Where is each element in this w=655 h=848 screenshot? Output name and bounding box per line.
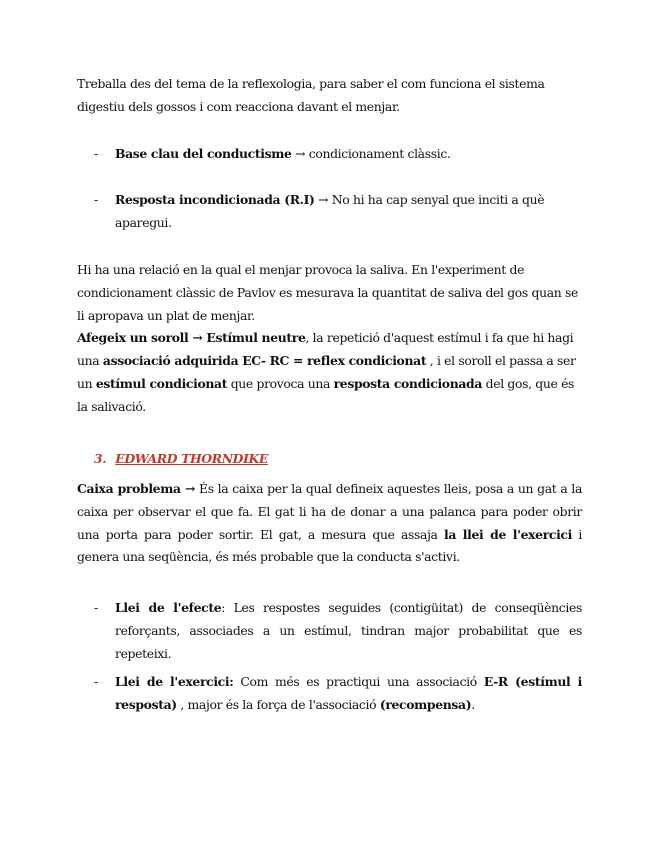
- bullet-bold-2: E-R (estímul i resposta): [115, 674, 583, 712]
- pavlov-text-5: del gos, que és la salivació.: [77, 375, 575, 414]
- bullet-label: Resposta incondicionada (R.I): [115, 192, 315, 207]
- bullet-llei-efecte: [77, 597, 582, 665]
- bullet-text: → No hi ha cap senyal que inciti a què aparegui.: [115, 192, 545, 230]
- bullet-label: Base clau del conductisme: [115, 146, 292, 161]
- caixa-bold-2: la llei de l'exercici: [444, 526, 572, 542]
- bullet-text: : Les respostes seguides (contigüitat) de conseqüències reforçants, associades a un estímul, tindran major probabilitat que es repeteixi.: [115, 600, 582, 661]
- bullet-dash: -: [94, 600, 98, 615]
- intro-paragraph: Treballa des del tema de la reflexologia, para saber el com funciona el sistema digestiu dels gossos i com reacciona davant el menjar.: [77, 76, 545, 114]
- bullet-label: Llei de l'efecte: [115, 600, 222, 615]
- bullet-llei-exercici: [77, 671, 582, 717]
- section-title: EDWARD THORNDIKE: [115, 451, 269, 466]
- pavlov-bold-2: associació adquirida EC- RC = reflex condicionat: [102, 353, 427, 369]
- pavlov-text-2: , la repetició d'aquest estímul i fa que hi hagi una: [77, 330, 574, 369]
- bullet-bold-3: (recompensa): [379, 696, 472, 712]
- bullet-label: Llei de l'exercici:: [115, 674, 234, 689]
- caixa-bold-1: Caixa problema →: [77, 481, 196, 496]
- bullet-dash: -: [94, 674, 98, 689]
- caixa-text-1: És la caixa per la qual defineix aquestes lleis, posa a un gat a la caixa per observar el que fa. El gat li ha de donar a una palanca para poder obrir una porta para poder sortir. El gat, a mesura que assaja: [77, 481, 582, 542]
- pavlov-text-4: que provoca una: [227, 375, 334, 391]
- section-number: 3.: [94, 451, 107, 466]
- pavlov-paragraph: [77, 259, 582, 419]
- bullet-text-2: , major és la força de l'associació: [176, 696, 380, 712]
- bullet-base-clau: [77, 143, 582, 166]
- bullet-text: → condicionament clàssic.: [291, 146, 451, 161]
- bullet-resposta-incondicionada: [77, 189, 582, 235]
- bullet-text-3: .: [471, 696, 475, 712]
- section-heading: [94, 448, 268, 470]
- pavlov-bold-3: estímul condicionat: [95, 375, 228, 391]
- bullet-dash: -: [94, 192, 98, 207]
- bullet-text: Com més es practiqui una associació: [233, 674, 484, 689]
- pavlov-bold-4: resposta condicionada: [333, 375, 483, 391]
- caixa-text-2: i genera una seqüència, és més probable que la conducta s'activi.: [77, 526, 582, 565]
- caixa-problema-paragraph: [77, 478, 582, 569]
- pavlov-text: Hi ha una relació en la qual el menjar provoca la saliva. En l'experiment de condicionament clàssic de Pavlov es mesurava la quantitat de saliva del gos quan se li apropava un plat de menjar.: [77, 262, 578, 323]
- bullet-dash: -: [94, 146, 98, 161]
- pavlov-bold-1: Afegeix un soroll → Estímul neutre: [77, 330, 306, 346]
- pavlov-text-3: , i el soroll el passa a ser un: [77, 353, 576, 391]
